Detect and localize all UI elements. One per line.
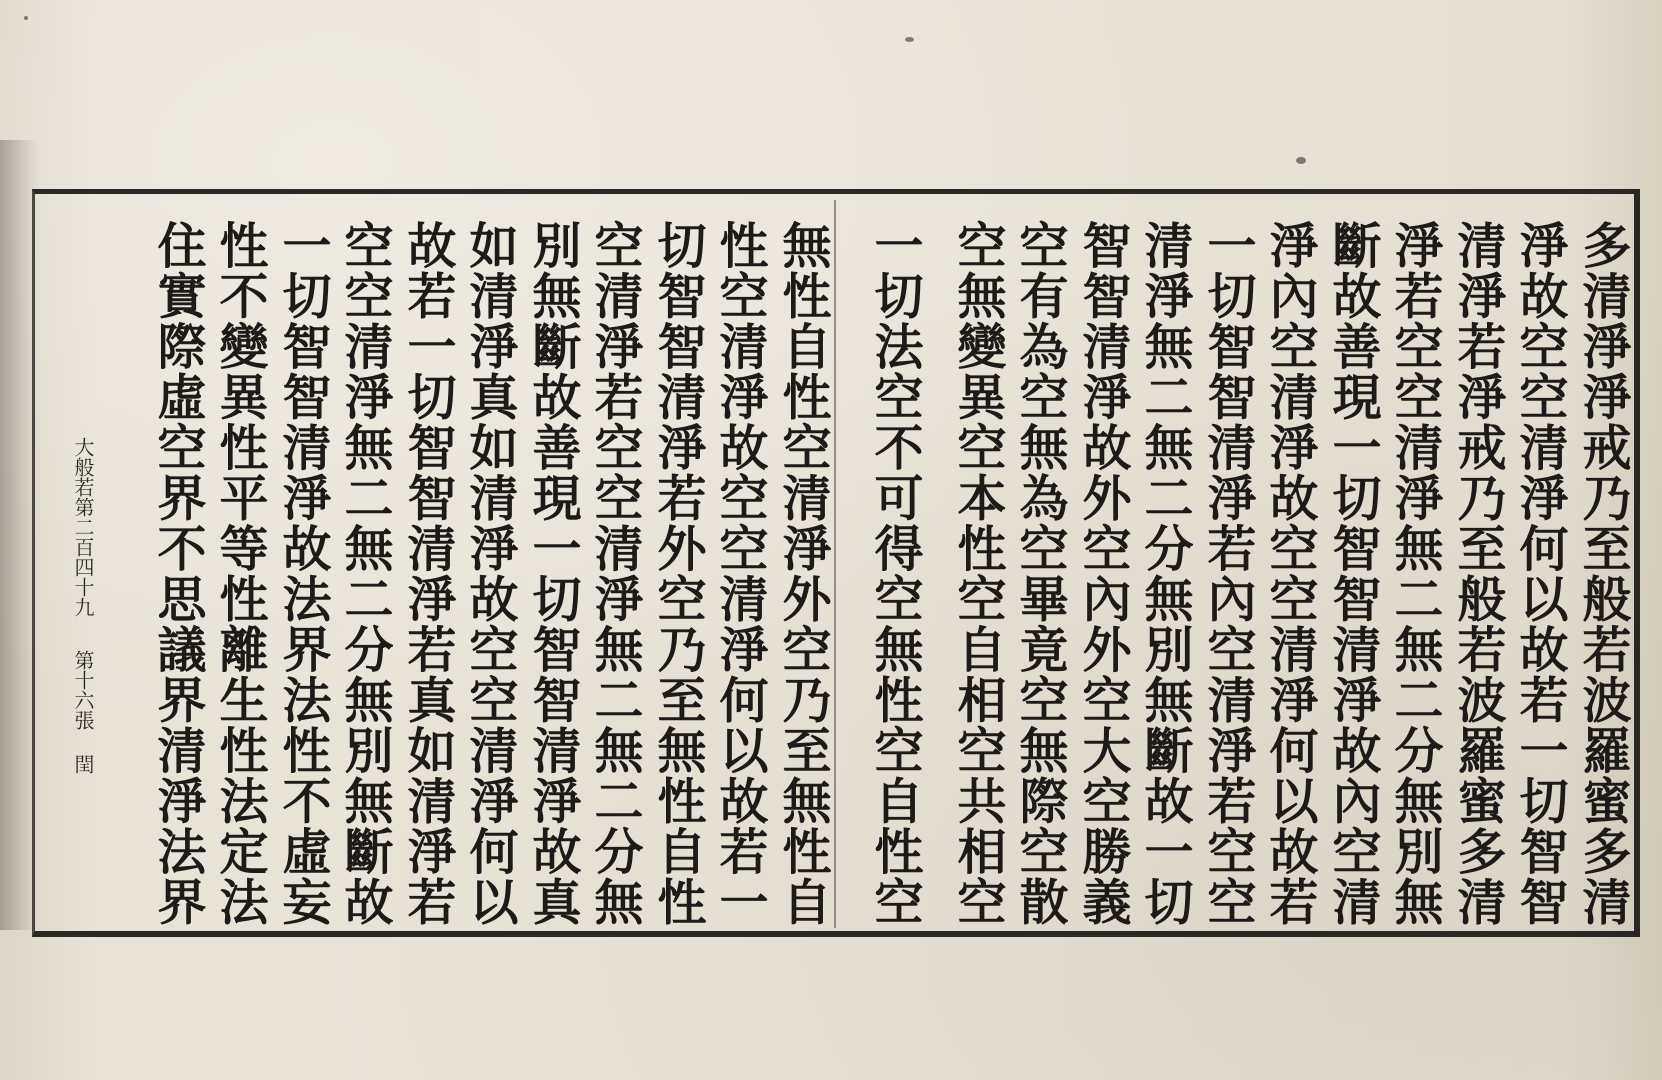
text-column: 住實際虛空界不思議界清淨法界	[150, 220, 208, 927]
text-column: 清淨無二無二分無別無斷故一切	[1137, 220, 1195, 927]
text-column: 多清淨淨戒乃至般若波羅蜜多清	[1575, 220, 1633, 927]
margin-page-number: 第十六張 閏	[71, 650, 95, 774]
text-column: 空清淨若空空清淨無二無二分無	[587, 220, 645, 927]
text-column: 一切智智清淨若內空清淨若空空	[1200, 220, 1258, 927]
text-column: 空無變異空本性空自相空共相空	[950, 220, 1008, 927]
ink-speck	[905, 37, 914, 42]
text-column: 淨內空清淨故空空清淨何以故若	[1262, 220, 1320, 927]
text-column: 空空清淨無二無二分無別無斷故	[337, 220, 395, 927]
text-column: 斷故善現一切智智清淨故內空清	[1325, 220, 1383, 927]
text-column: 一切智智清淨故法界法性不虛妄	[275, 220, 333, 927]
text-column: 淨故空空清淨何以故若一切智智	[1512, 220, 1570, 927]
center-rule	[834, 200, 836, 928]
text-column: 切智智清淨若外空乃至無性自性	[650, 220, 708, 927]
ink-speck	[24, 16, 28, 20]
text-column: 空有為空無為空畢竟空無際空散	[1012, 220, 1070, 927]
text-column: 一切法空不可得空無性空自性空	[867, 220, 925, 927]
text-column: 故若一切智智清淨若真如清淨若	[400, 220, 458, 927]
text-column: 清淨若淨戒乃至般若波羅蜜多清	[1450, 220, 1508, 927]
text-column: 性空清淨故空空清淨何以故若一	[712, 220, 770, 927]
text-column: 性不變異性平等性離生性法定法	[212, 220, 270, 927]
text-column: 如清淨真如清淨故空空清淨何以	[462, 220, 520, 927]
text-column: 智智清淨故外空內外空大空勝義	[1075, 220, 1133, 927]
text-column: 別無斷故善現一切智智清淨故真	[525, 220, 583, 927]
text-column: 淨若空空清淨無二無二分無別無	[1387, 220, 1445, 927]
margin-volume-title: 大般若第二百四十九	[71, 437, 95, 617]
text-column: 無性自性空清淨外空乃至無性自	[775, 220, 833, 927]
ink-speck	[1296, 157, 1306, 164]
